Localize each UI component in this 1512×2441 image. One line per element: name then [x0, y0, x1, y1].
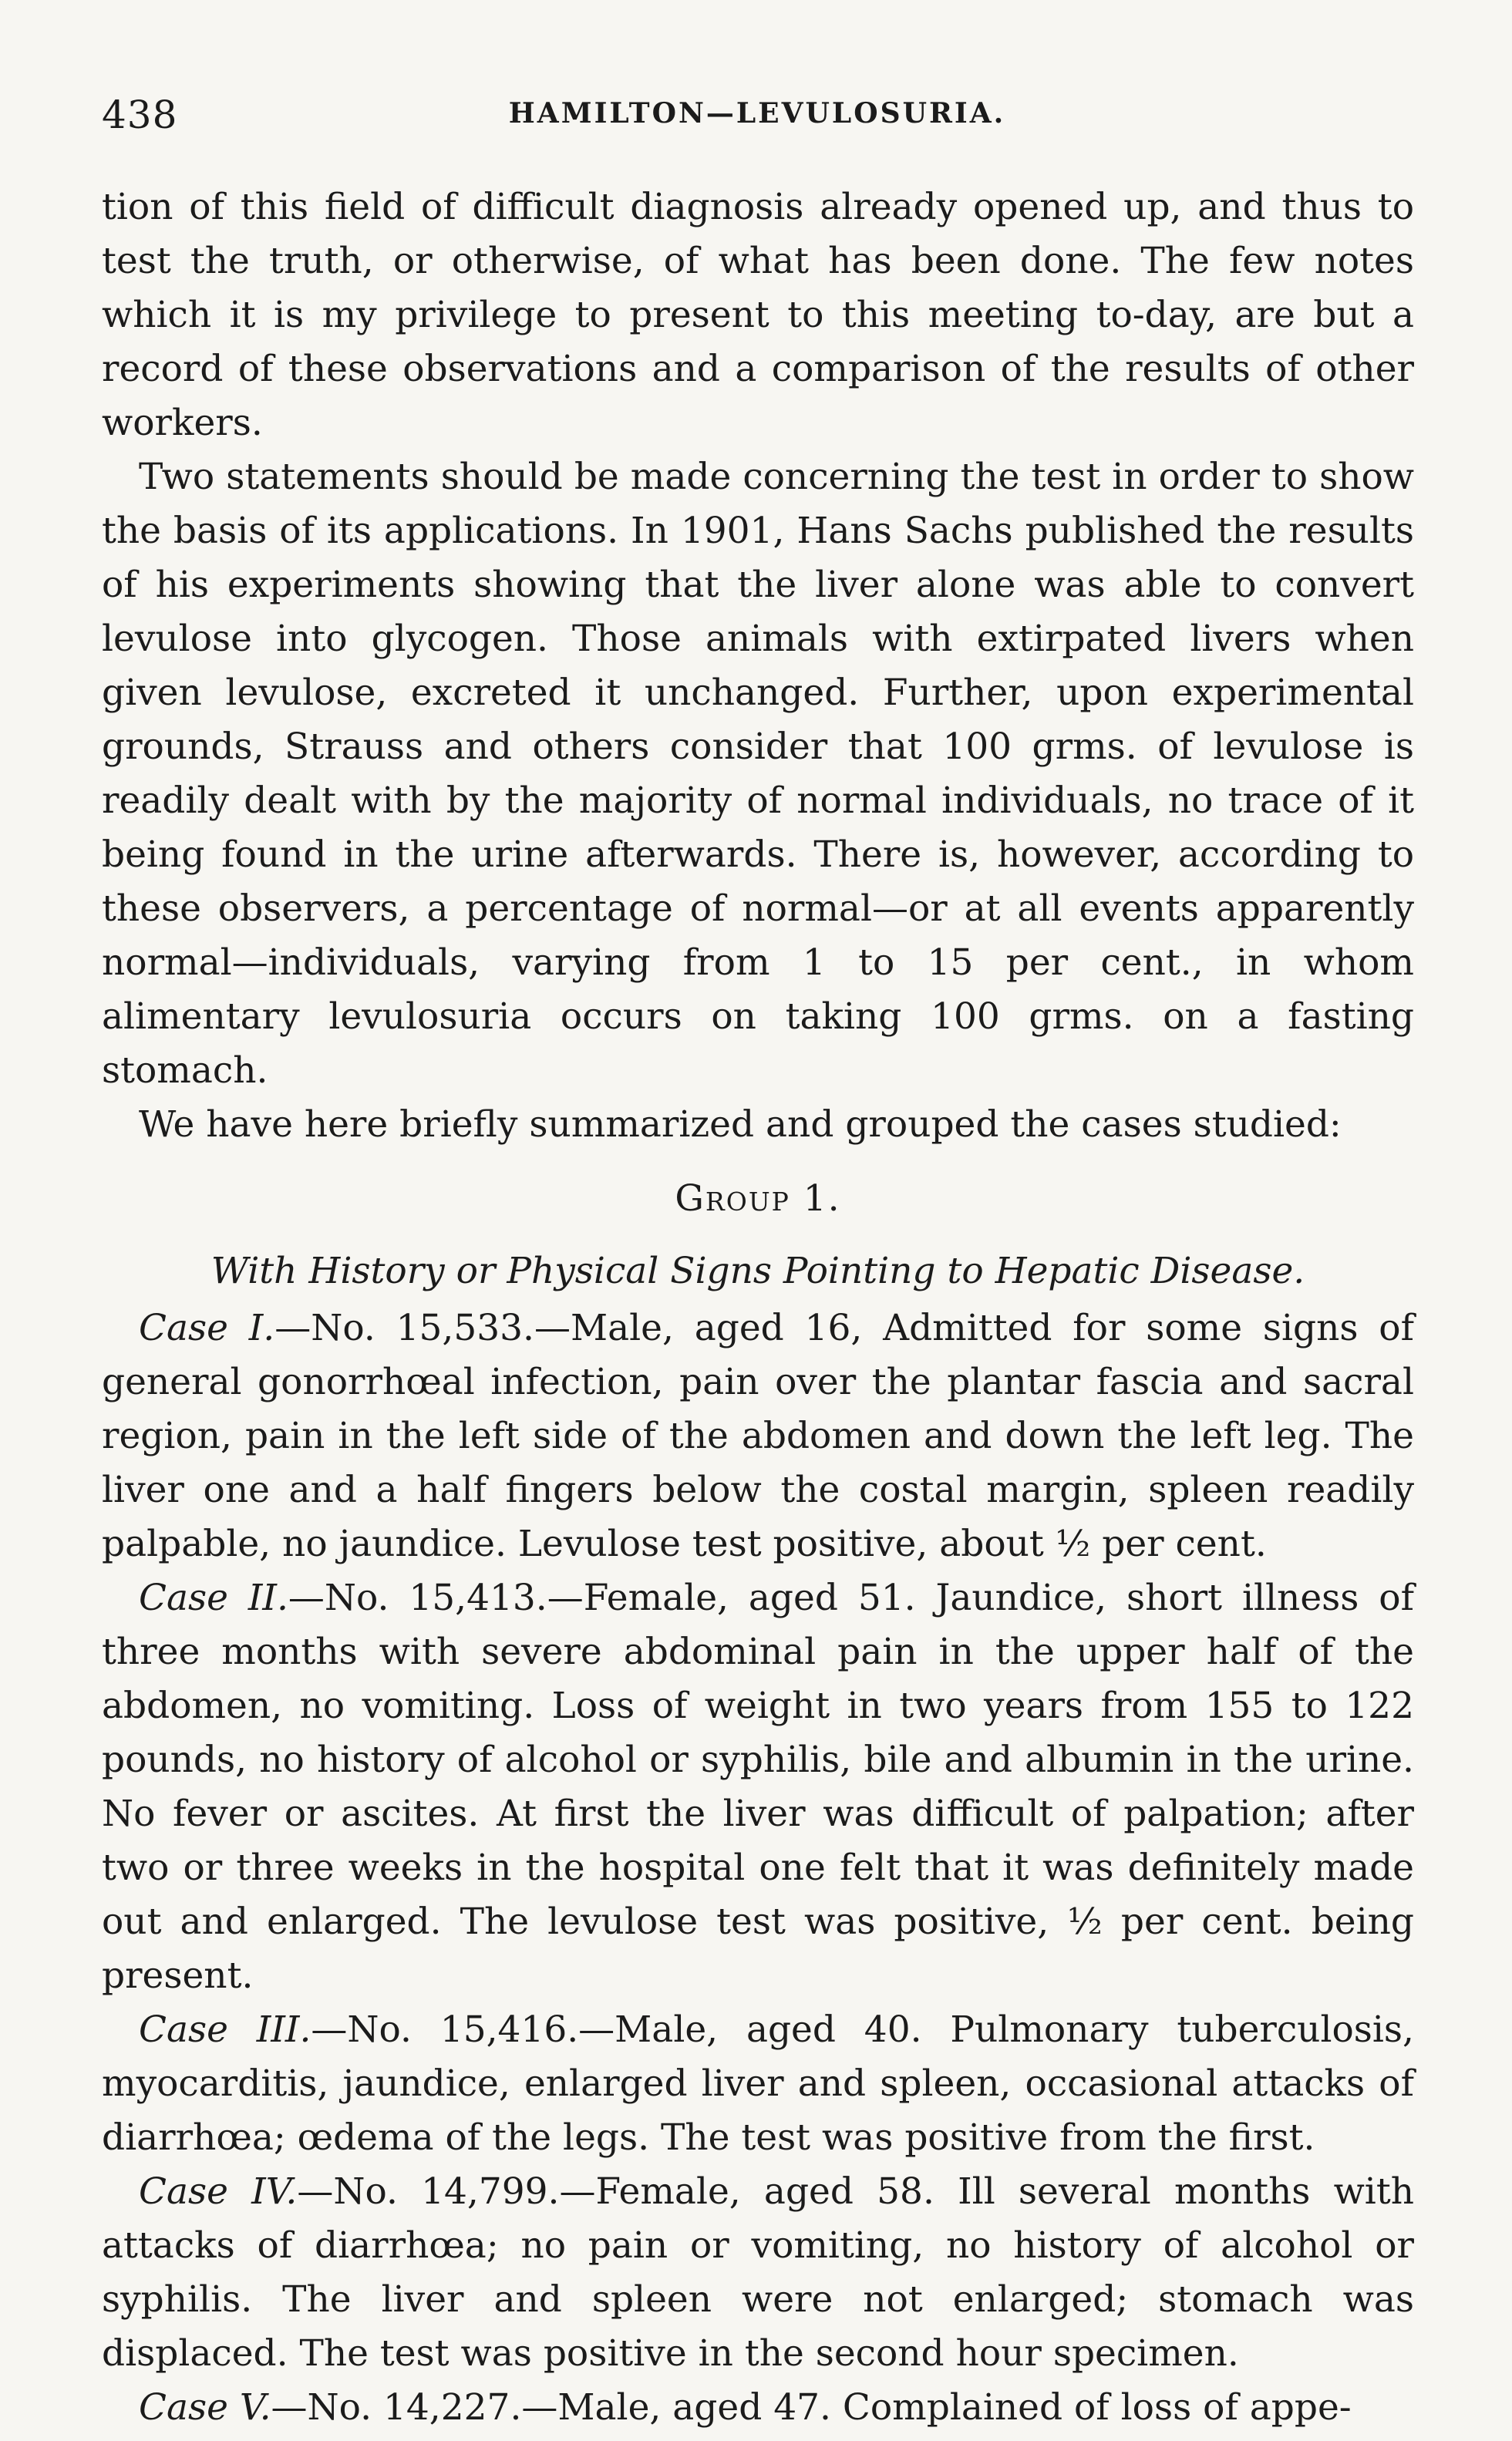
case-text: —No. 15,533.—Male, aged 16, Admitted for some signs of general gonorrhœal infection, pain over the plantar fascia and sacral region, pain in the left side of the abdomen and down the left leg. The liver one and a half fingers below the costal margin, spleen readily palpable, no jaundice. Levulose test positive, about ½ per cent.: [102, 1307, 1414, 1565]
body-text: [102, 180, 1414, 2435]
case-title: Case III.: [139, 2008, 311, 2051]
case-text: —No. 15,413.—Female, aged 51. Jaundice, short illness of three months with severe abdominal pain in the upper half of the abdomen, no vomiting. Loss of weight in two years from 155 to 122 pounds, no history of alcohol or syphilis, bile and albumin in the urine. No fever or ascites. At first the liver was difficult of palpation; after two or three weeks in the hospital one felt that it was definitely made out and enlarged. The levulose test was positive, ½ per cent. being present.: [102, 1577, 1414, 1997]
case-paragraph: [102, 2165, 1414, 2381]
case-text: —No. 14,799.—Female, aged 58. Ill several months with attacks of diarrhœa; no pain or vomiting, no history of alcohol or syphilis. The liver and spleen were not enlarged; stomach was displaced. The test was positive in the second hour specimen.: [102, 2170, 1414, 2375]
page-header: [102, 93, 1413, 146]
case-paragraph: [102, 1571, 1414, 2003]
group-heading: Group 1.: [675, 1177, 841, 1220]
case-text: —No. 14,227.—Male, aged 47. Complained of loss of appe-: [271, 2386, 1352, 2429]
case-paragraph: [102, 2003, 1414, 2165]
group-subtitle: With History or Physical Signs Pointing to Hepatic Disease.: [210, 1250, 1305, 1292]
page-number: 438: [102, 93, 178, 137]
case-title: Case IV.: [139, 2170, 298, 2213]
case-text: —No. 15,416.—Male, aged 40. Pulmonary tuberculosis, myocarditis, jaundice, enlarged liver and spleen, occasional attacks of diarrhœa; œdema of the legs. The test was positive from the first.: [102, 2008, 1414, 2159]
paragraph-statements: Two statements should be made concerning the test in order to show the basis of its applications. In 1901, Hans Sachs published the results of his experiments showing that the liver alone was able to convert levulose into glycogen. Those animals with extirpated livers when given levulose, excreted it unchanged. Further, upon experimental grounds, Strauss and others consider that 100 grms. of levulose is readily dealt with by the majority of normal individuals, no trace of it being found in the urine afterwards. There is, however, according to these observers, a percentage of normal—or at all events apparently normal—individuals, varying from 1 to 15 per cent., in whom alimentary levulosuria occurs on taking 100 grms. on a fasting stomach.: [102, 456, 1414, 1092]
case-paragraph: [102, 2381, 1414, 2435]
case-paragraph: [102, 1301, 1414, 1571]
paragraph-continuation: tion of this field of difficult diagnosis already opened up, and thus to test the truth, or otherwise, of what has been done. The few notes which it is my privilege to present to this meeting to-day, are but a record of these observations and a comparison of the results of other workers.: [102, 186, 1414, 444]
running-title: HAMILTON—LEVULOSURIA.: [508, 97, 1006, 130]
case-title: Case V.: [139, 2386, 271, 2429]
case-title: Case II.: [139, 1577, 288, 1619]
case-title: Case I.: [139, 1307, 275, 1349]
paragraph-summary-intro: We have here briefly summarized and grouped the cases studied:: [139, 1103, 1342, 1146]
